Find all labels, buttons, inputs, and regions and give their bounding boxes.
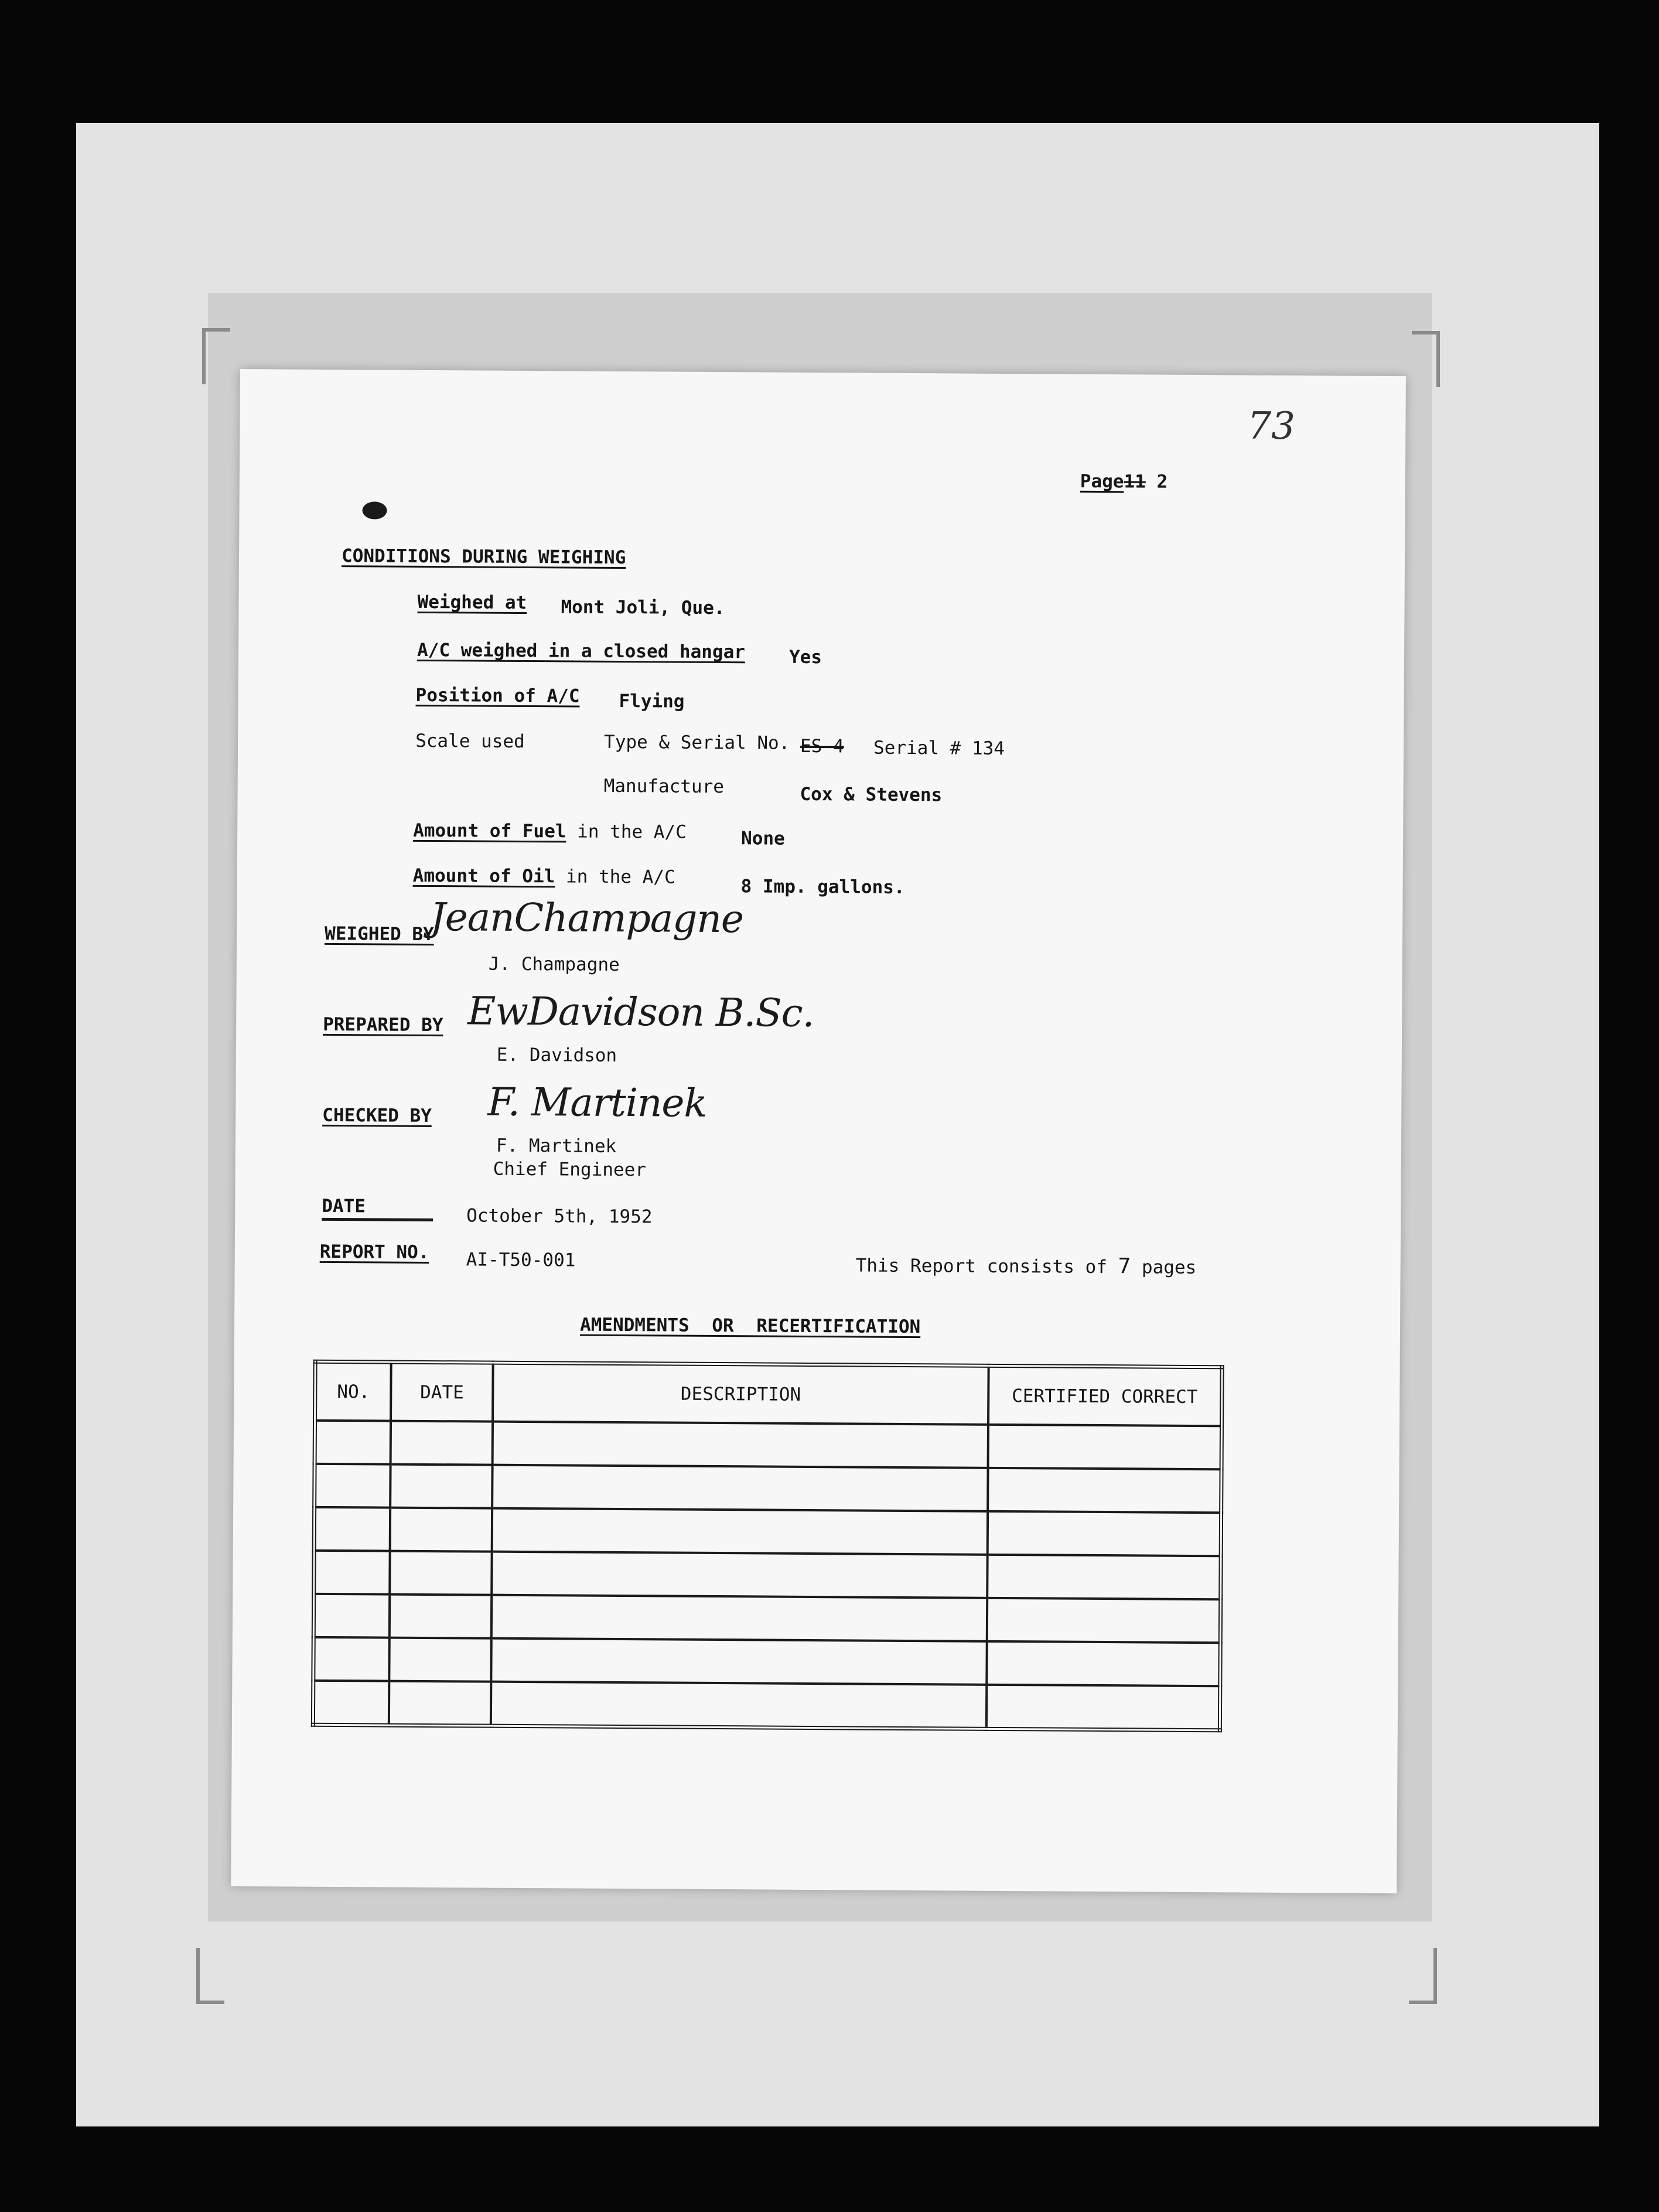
position-label: Position of A/C [415,684,580,707]
table-row [314,1507,1221,1556]
report-value: AI-T50-001 [466,1249,576,1271]
folio-number: 73 [1247,404,1296,449]
oil-value: 8 Imp. gallons. [740,876,905,898]
prepared-by-label: PREPARED BY [323,1013,443,1036]
weighed-at-label: Weighed at [417,591,527,613]
page-indicator [1080,471,1168,493]
type-value-struck: ES-4 [800,735,844,757]
serial-value: Serial # 134 [873,737,1005,759]
table-row [315,1464,1221,1513]
date-label-rule [322,1218,433,1221]
section-title: CONDITIONS DURING WEIGHING [341,545,626,569]
oil-label-underlined: Amount of Oil [412,865,555,887]
weighed-by-label: WEIGHED BY [325,923,434,945]
prepared-by-signature: EwDavidson B.Sc. [467,988,814,1036]
amendments-table [311,1360,1224,1732]
table-row [314,1551,1221,1599]
amendments-title: AMENDMENTS OR RECERTIFICATION [579,1314,921,1338]
corner-mark-bottom-left [196,1948,224,2004]
pages-unit: pages [1141,1257,1197,1278]
page-number: 2 [1156,471,1168,493]
oil-label [413,865,675,888]
column-header-description: DESCRIPTION [493,1363,988,1425]
document-page [231,369,1406,1893]
page-label: Page [1080,470,1124,493]
hangar-value: Yes [788,646,822,668]
corner-mark-top-right [1412,331,1440,387]
fuel-label-rest: in the A/C [577,821,687,843]
date-label: DATE [322,1195,366,1217]
pages-statement [856,1254,1197,1278]
column-header-date: DATE [391,1362,493,1422]
column-header-certified-correct: CERTIFIED CORRECT [988,1366,1222,1426]
table-row [315,1421,1221,1469]
oil-label-rest: in the A/C [565,866,675,888]
manufacture-value: Cox & Stevens [800,783,943,806]
checked-by-label: CHECKED BY [322,1104,432,1127]
corner-mark-top-left [202,328,230,384]
weighed-by-signature: JeanChampagne [430,894,744,942]
table-row [313,1637,1220,1686]
hangar-label: A/C weighed in a closed hangar [417,639,746,663]
date-value: October 5th, 1952 [466,1205,653,1228]
table-row [313,1681,1220,1730]
pages-count: 7 [1118,1254,1131,1279]
checked-by-signature: F. Martinek [487,1079,707,1126]
report-label: REPORT NO. [319,1241,429,1263]
table-row [313,1594,1220,1643]
type-serial-label: Type & Serial No. [604,731,790,754]
corner-mark-bottom-right [1409,1948,1437,2004]
position-value: Flying [619,690,685,712]
column-header-no: NO. [315,1361,391,1421]
ink-smudge [362,501,387,519]
checked-by-name: F. Martinek [496,1135,617,1157]
weighed-at-value: Mont Joli, Que. [561,596,725,619]
amendments-header-row [315,1361,1223,1426]
checked-by-title: Chief Engineer [493,1158,647,1181]
weighed-by-name: J. Champagne [488,953,620,975]
scale-label: Scale used [415,730,525,752]
pages-text: This Report consists of [855,1255,1108,1278]
fuel-value: None [741,828,785,849]
fuel-label [413,820,687,843]
page-struck-number: 11 [1124,471,1146,493]
fuel-label-underlined: Amount of Fuel [413,820,566,842]
manufacture-label: Manufacture [603,775,725,798]
prepared-by-name: E. Davidson [496,1044,617,1066]
